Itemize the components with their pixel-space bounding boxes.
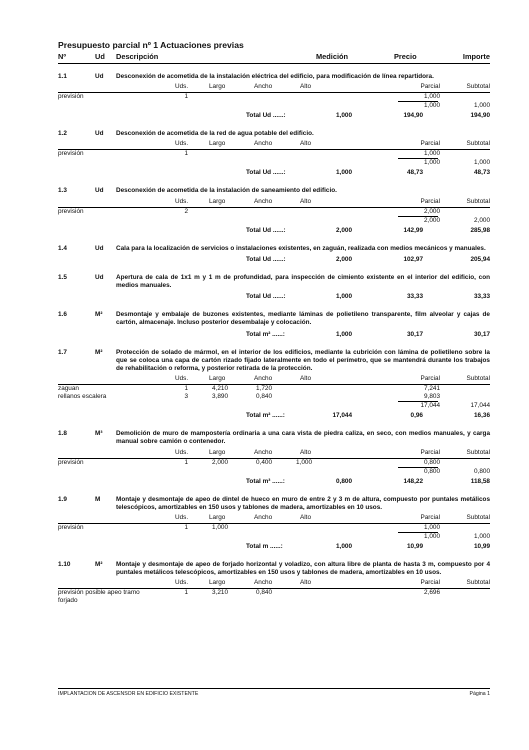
meas-label: rellanos escalera (58, 393, 107, 401)
total-importe: 205,94 (470, 255, 490, 263)
meas-header-ancho: Ancho (254, 140, 273, 148)
meas-header-largo: Largo (209, 140, 226, 148)
col-ud: Ud (95, 52, 105, 61)
meas-uds: 2 (184, 207, 188, 215)
item-heading (58, 73, 490, 81)
total-precio: 194,90 (403, 112, 423, 120)
meas-largo: 1,000 (212, 524, 228, 532)
meas-uds: 1 (184, 589, 188, 597)
measurement-row (58, 93, 490, 101)
total-importe: 285,98 (470, 226, 490, 234)
col-importe: Importe (462, 52, 490, 61)
budget-items (58, 73, 490, 605)
total-medicion: 1,000 (336, 543, 352, 551)
sum-subtotal: 2,000 (474, 216, 490, 224)
col-desc: Descripción (116, 52, 159, 61)
meas-uds: 1 (184, 93, 188, 101)
total-medicion: 17,044 (332, 412, 352, 420)
meas-header-largo: Largo (209, 375, 226, 383)
meas-header-alto: Alto (300, 448, 312, 456)
meas-header-uds: Uds. (175, 514, 189, 522)
budget-item (58, 496, 490, 552)
measurement-sum-row (58, 401, 490, 409)
meas-largo: 3,890 (212, 393, 228, 401)
measurement-header (58, 140, 490, 150)
meas-largo: 4,210 (212, 385, 228, 393)
sum-subtotal: 1,000 (474, 102, 490, 110)
meas-header-subtotal: Subtotal (466, 197, 490, 205)
budget-page (58, 40, 490, 605)
budget-item (58, 73, 490, 121)
meas-header-uds: Uds. (175, 140, 189, 148)
total-importe: 48,73 (474, 169, 490, 177)
item-description: Cala para la localización de servicios o instalaciones existentes, en zaguán, realizada con medios mecánicos y manuales. (116, 244, 486, 252)
sum-parcial: 1,000 (424, 159, 440, 167)
measurement-header (58, 449, 490, 459)
budget-item (58, 349, 490, 422)
total-precio: 48,73 (407, 169, 423, 177)
item-unit: Ud (95, 73, 104, 80)
measurement-sum-row (58, 467, 490, 475)
total-medicion: 1,000 (336, 330, 352, 338)
sum-subtotal: 17,044 (470, 402, 490, 410)
item-total-row (58, 169, 490, 178)
meas-header-uds: Uds. (175, 197, 189, 205)
meas-parcial: 1,000 (424, 150, 440, 158)
col-medicion: Medición (316, 52, 349, 61)
meas-label: zaguan (58, 385, 79, 393)
total-medicion: 1,000 (336, 112, 352, 120)
item-description: Desmontaje y embalaje de buzones existentes, mediante láminas de polietileno transparente, film alveolar y cajas de cartón, almacenaje. Incluso posterior desembalaje y colocación. (116, 311, 490, 327)
page-title: Presupuesto parcial nº 1 Actuaciones previas (58, 40, 244, 50)
total-label: Total Ud ......: (246, 226, 286, 234)
item-code: 1.10 (58, 561, 71, 569)
budget-item (58, 130, 490, 178)
meas-header-alto: Alto (300, 197, 312, 205)
item-description: Protección de solado de mármol, en el interior de los edificios, mediante la cubrición con lámina de polietileno sobre la que se coloca una capa de cartón rizado fijado lateralmente en todo el perímetro, que se mantendrá durante los trabajos de rehabilitación o reforma, y posterior retirada de la protección. (116, 348, 490, 373)
item-unit: Ud (95, 273, 104, 281)
budget-item (58, 187, 490, 235)
meas-ancho: 0,840 (256, 589, 272, 597)
meas-header-subtotal: Subtotal (466, 140, 490, 148)
meas-header-alto: Alto (300, 83, 312, 91)
meas-header-uds: Uds. (175, 448, 189, 456)
meas-header-alto: Alto (300, 140, 312, 148)
meas-parcial: 9,803 (424, 393, 440, 401)
total-medicion: 0,800 (336, 477, 352, 485)
total-precio: 148,22 (403, 477, 423, 485)
meas-parcial: 2,696 (424, 589, 440, 597)
total-medicion: 1,000 (336, 293, 352, 301)
item-heading (58, 187, 490, 195)
col-num: Nº (58, 52, 67, 61)
item-total-row (58, 331, 490, 340)
item-description: Desconexión de acometida de la red de agua potable del edificio. (116, 130, 314, 138)
meas-largo: 3,210 (212, 589, 228, 597)
measurement-header (58, 375, 490, 385)
total-label: Total Ud ......: (246, 112, 286, 120)
item-heading (58, 130, 490, 138)
meas-header-ancho: Ancho (254, 375, 273, 383)
meas-header-alto: Alto (300, 579, 312, 587)
meas-header-parcial: Parcial (420, 83, 440, 91)
item-description: Desconexión de acometida de la instalación de saneamiento del edificio. (116, 187, 337, 195)
meas-uds: 1 (184, 458, 188, 466)
total-label: Total m ......: (246, 543, 283, 551)
total-label: Total Ud ......: (246, 255, 286, 263)
sum-parcial: 1,000 (424, 102, 440, 110)
item-heading (58, 311, 490, 327)
total-label: Total m² ......: (246, 412, 285, 420)
sum-parcial: 17,044 (420, 402, 440, 410)
total-precio: 30,17 (407, 330, 423, 338)
total-precio: 10,99 (407, 543, 423, 551)
measurement-sum-row (58, 532, 490, 540)
measurement-header (58, 198, 490, 208)
meas-header-uds: Uds. (175, 83, 189, 91)
sum-parcial: 1,000 (424, 533, 440, 541)
meas-label: previsión posible apeo tramo forjado (58, 589, 140, 605)
meas-header-parcial: Parcial (420, 375, 440, 383)
measurement-sum-row (58, 101, 490, 109)
total-label: Total m³ ......: (246, 477, 285, 485)
meas-header-parcial: Parcial (420, 140, 440, 148)
item-code: 1.1 (58, 73, 67, 80)
item-code: 1.6 (58, 311, 67, 319)
measurement-row (58, 385, 490, 393)
item-unit: Ud (95, 244, 104, 252)
item-total-row (58, 412, 490, 421)
meas-parcial: 1,000 (424, 524, 440, 532)
total-importe: 16,36 (474, 412, 490, 420)
meas-parcial: 2,000 (424, 207, 440, 215)
item-code: 1.5 (58, 273, 67, 281)
meas-uds: 3 (184, 393, 188, 401)
footer-project: IMPLANTACION DE ASCENSOR EN EDIFICIO EXISTENTE (58, 691, 199, 697)
meas-header-uds: Uds. (175, 375, 189, 383)
meas-largo: 2,000 (212, 458, 228, 466)
meas-uds: 1 (184, 385, 188, 393)
meas-header-ancho: Ancho (254, 197, 273, 205)
meas-label: previsión (58, 150, 84, 158)
item-total-row (58, 256, 490, 265)
item-code: 1.3 (58, 187, 67, 195)
meas-header-largo: Largo (209, 197, 226, 205)
item-description: Demolición de muro de mampostería ordinaria a una cara vista de piedra caliza, en seco, con medios manuales, y carga manual sobre camión o contenedor. (116, 430, 490, 446)
item-total-row (58, 227, 490, 236)
item-unit: Ud (95, 187, 104, 195)
total-importe: 10,99 (474, 543, 490, 551)
item-total-row (58, 293, 490, 302)
item-heading (58, 349, 490, 374)
meas-ancho: 0,840 (256, 393, 272, 401)
meas-header-ancho: Ancho (254, 514, 273, 522)
meas-header-parcial: Parcial (420, 514, 440, 522)
footer-page-number: Página 1 (469, 691, 490, 697)
item-code: 1.8 (58, 430, 67, 438)
item-code: 1.2 (58, 130, 67, 138)
page-footer (58, 688, 490, 700)
meas-header-ancho: Ancho (254, 83, 273, 91)
meas-header-subtotal: Subtotal (466, 448, 490, 456)
item-description: Montaje y desmontaje de apeo de dintel de hueco en muro de entre 2 y 3 m de altura, compuesto por puntales metálicos telescópicos, amortizables en 150 usos y tablones de madera, amortizables en 10 usos. (116, 495, 490, 511)
meas-label: previsión (58, 207, 84, 215)
measurement-row (58, 459, 490, 467)
item-total-row (58, 543, 490, 552)
meas-header-alto: Alto (300, 375, 312, 383)
meas-header-largo: Largo (209, 579, 226, 587)
budget-item (58, 430, 490, 486)
total-importe: 194,90 (470, 112, 490, 120)
total-importe: 118,58 (470, 477, 490, 485)
meas-parcial: 7,241 (424, 385, 440, 393)
item-unit: M (95, 495, 101, 503)
total-medicion: 2,000 (336, 226, 352, 234)
meas-header-subtotal: Subtotal (466, 83, 490, 91)
item-total-row (58, 478, 490, 487)
sum-subtotal: 1,000 (474, 159, 490, 167)
measurement-sum-row (58, 216, 490, 224)
item-heading (58, 561, 490, 577)
meas-ancho: 1,720 (256, 385, 272, 393)
item-heading (58, 496, 490, 512)
total-precio: 142,99 (403, 226, 423, 234)
item-unit: M² (95, 311, 103, 319)
total-importe: 33,33 (474, 293, 490, 301)
meas-uds: 1 (184, 524, 188, 532)
column-header-row (58, 51, 490, 64)
meas-header-parcial: Parcial (420, 448, 440, 456)
sum-subtotal: 0,800 (474, 467, 490, 475)
total-label: Total Ud ......: (246, 293, 286, 301)
sum-parcial: 2,000 (424, 216, 440, 224)
meas-label: previsión (58, 458, 84, 466)
item-heading (58, 274, 490, 290)
measurement-row (58, 589, 490, 605)
meas-header-ancho: Ancho (254, 579, 273, 587)
item-heading (58, 430, 490, 446)
total-precio: 33,33 (407, 293, 423, 301)
measurement-header (58, 83, 490, 93)
meas-header-largo: Largo (209, 448, 226, 456)
meas-header-subtotal: Subtotal (466, 514, 490, 522)
budget-item (58, 245, 490, 265)
meas-header-subtotal: Subtotal (466, 375, 490, 383)
meas-header-alto: Alto (300, 514, 312, 522)
meas-header-parcial: Parcial (420, 579, 440, 587)
meas-parcial: 1,000 (424, 93, 440, 101)
item-heading (58, 245, 490, 253)
item-code: 1.9 (58, 495, 67, 503)
total-label: Total m² ......: (246, 330, 285, 338)
meas-label: previsión (58, 524, 84, 532)
meas-header-subtotal: Subtotal (466, 579, 490, 587)
col-precio: Precio (394, 52, 417, 61)
measurement-header (58, 514, 490, 524)
item-code: 1.7 (58, 348, 67, 356)
meas-header-parcial: Parcial (420, 197, 440, 205)
item-unit: M² (95, 348, 103, 356)
total-precio: 102,97 (403, 255, 423, 263)
item-total-row (58, 112, 490, 121)
meas-header-largo: Largo (209, 83, 226, 91)
item-unit: M² (95, 561, 103, 569)
total-medicion: 1,000 (336, 169, 352, 177)
item-description: Desconexión de acometida de la instalación eléctrica del edificio, para modificación de línea repartidora. (116, 73, 434, 80)
sum-subtotal: 1,000 (474, 533, 490, 541)
item-description: Apertura de cala de 1x1 m y 1 m de profundidad, para inspección de cimiento existente en el interior del edificio, con medios manuales. (116, 273, 490, 290)
meas-uds: 1 (184, 150, 188, 158)
budget-item (58, 311, 490, 339)
measurement-row (58, 524, 490, 532)
meas-header-largo: Largo (209, 514, 226, 522)
meas-label: previsión (58, 93, 84, 101)
meas-header-uds: Uds. (175, 579, 189, 587)
total-label: Total Ud ......: (246, 169, 286, 177)
item-unit: Ud (95, 130, 104, 138)
total-importe: 30,17 (474, 330, 490, 338)
meas-parcial: 0,800 (424, 458, 440, 466)
total-precio: 0,96 (410, 412, 423, 420)
measurement-sum-row (58, 158, 490, 166)
meas-ancho: 0,400 (256, 458, 272, 466)
total-medicion: 2,000 (336, 255, 352, 263)
sum-parcial: 0,800 (424, 467, 440, 475)
measurement-row (58, 150, 490, 158)
meas-header-ancho: Ancho (254, 448, 273, 456)
meas-alto: 1,000 (296, 458, 312, 466)
item-unit: M³ (95, 430, 103, 438)
measurement-row (58, 393, 490, 401)
budget-item (58, 561, 490, 605)
item-code: 1.4 (58, 244, 67, 252)
measurement-header (58, 579, 490, 589)
measurement-row (58, 208, 490, 216)
budget-item (58, 274, 490, 302)
item-description: Montaje y desmontaje de apeo de forjado horizontal y voladizo, con altura libre de planta de hasta 3 m, compuesto por 4 puntales metálicos telescópicos, amortizables en 150 usos y tablones de madera, amortizables en 10 usos. (116, 561, 490, 577)
